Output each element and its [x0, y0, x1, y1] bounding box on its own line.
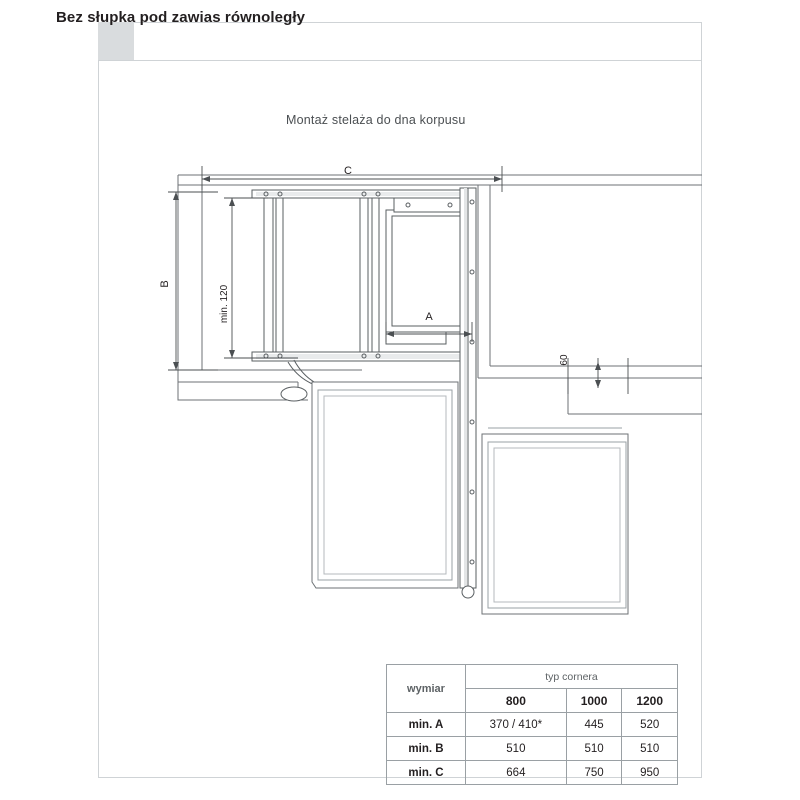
table-header-size-1000: 1000	[566, 689, 622, 713]
cell-min-a-1200: 520	[622, 713, 678, 737]
row-label-min-c: min. C	[387, 761, 466, 785]
cell-min-a-800: 370 / 410*	[466, 713, 567, 737]
specification-table	[386, 664, 678, 785]
table-header-wymiar: wymiar	[387, 665, 466, 713]
diagram-subtitle: Montaż stelaża do dna korpusu	[286, 113, 466, 127]
dimension-label-c: C	[344, 165, 352, 177]
page-title: Bez słupka pod zawias równoległy	[56, 9, 306, 26]
table-row	[387, 761, 678, 785]
frame-assembly-top-view	[252, 190, 472, 401]
right-cabinet-outline	[478, 185, 702, 414]
table-row	[387, 713, 678, 737]
cell-min-b-1000: 510	[566, 737, 622, 761]
front-door-right	[482, 428, 628, 614]
front-door-left	[312, 382, 458, 588]
dimension-label-min120: min. 120	[219, 284, 230, 324]
table-header-size-1200: 1200	[622, 689, 678, 713]
door-carrier-column	[460, 188, 476, 598]
table-header-corner-type: typ cornera	[466, 665, 678, 689]
row-label-min-a: min. A	[387, 713, 466, 737]
dimension-label-a: A	[425, 311, 433, 323]
table-row-header-type	[387, 665, 678, 689]
cell-min-b-800: 510	[466, 737, 567, 761]
cell-min-b-1200: 510	[622, 737, 678, 761]
table-header-size-800: 800	[466, 689, 567, 713]
cell-min-c-1200: 950	[622, 761, 678, 785]
cell-min-a-1000: 445	[566, 713, 622, 737]
cell-min-c-1000: 750	[566, 761, 622, 785]
dimension-label-60: 60	[559, 354, 570, 366]
table-row	[387, 737, 678, 761]
cell-min-c-800: 664	[466, 761, 567, 785]
dimension-label-b: B	[159, 280, 171, 288]
row-label-min-b: min. B	[387, 737, 466, 761]
